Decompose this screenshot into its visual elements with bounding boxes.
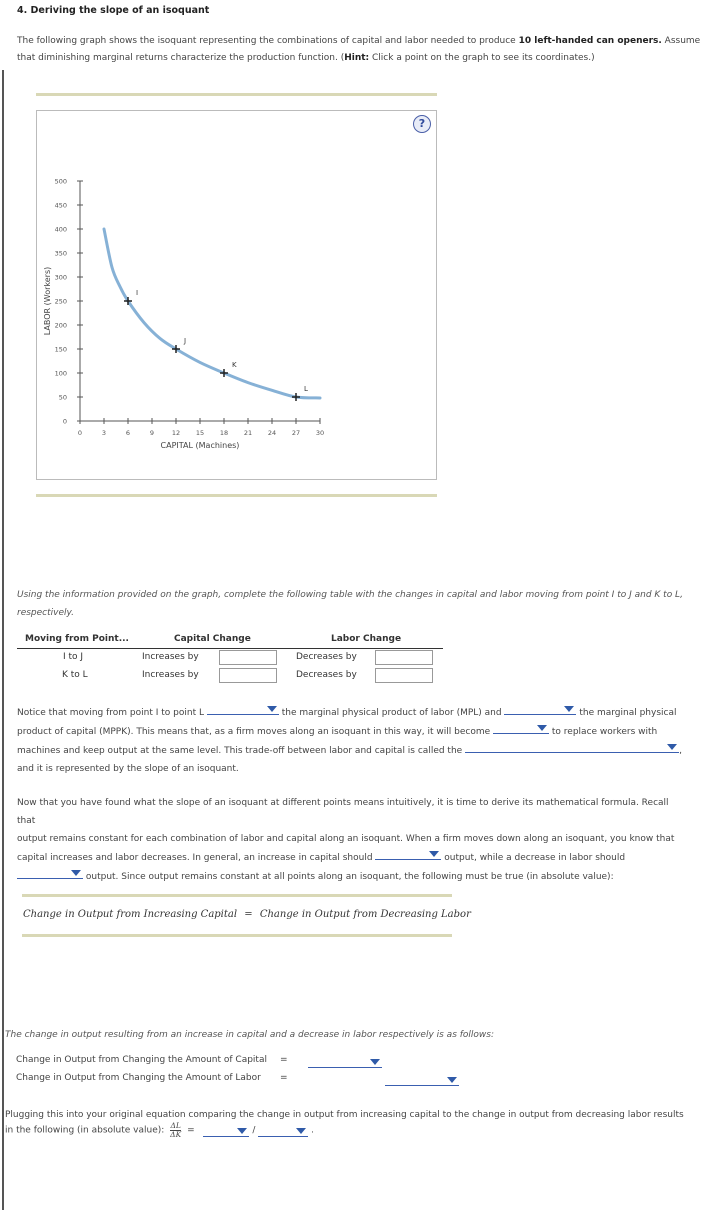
y-tick-label: 400: [54, 225, 67, 234]
x-tick-label: 6: [125, 429, 131, 437]
y-tick-label: 300: [54, 273, 67, 282]
x-tick-label: 3: [101, 429, 107, 437]
header-labor: Labor Change: [331, 634, 402, 644]
para2-line: [17, 867, 687, 886]
para2-text: output remains constant for each combination of labor and capital along an isoquant. When a firm moves down along an isoquant, you know that: [17, 834, 675, 844]
x-tick-label: 9: [149, 429, 155, 437]
labor-output-label: Change in Output from Changing the Amount of Labor: [16, 1073, 261, 1083]
y-tick-label: 50: [58, 393, 67, 402]
y-tick-label: 350: [54, 249, 67, 258]
graph-bottom-rule: [36, 494, 437, 497]
para2-text: Now that you have found what the slope of an isoquant at different points means intuitively, it is time to derive its mathematical formula. Recall that: [17, 798, 669, 826]
row-labor-dir: Decreases by: [296, 670, 357, 680]
labor-change-input-ij[interactable]: [375, 650, 433, 665]
para2-text: output. Since output remains constant at all points along an isoquant, the following must be true (in absolute value):: [85, 872, 614, 882]
y-axis-title: LABOR (Workers): [43, 266, 52, 336]
equals-sign: =: [280, 1055, 288, 1065]
x-tick-label: 15: [195, 429, 205, 437]
y-tick-label: 500: [54, 177, 67, 186]
hint-text: Click a point on the graph to see its coordinates.): [369, 53, 595, 63]
final-period: .: [311, 1125, 315, 1136]
equation-right: Change in Output from Decreasing Labor: [259, 909, 471, 920]
para2-text: output, while a decrease in labor should: [444, 853, 626, 863]
y-tick-label: 150: [54, 345, 67, 354]
question-intro: [17, 33, 707, 67]
capital-output-dropdown[interactable]: [375, 848, 441, 860]
x-tick-label: 18: [219, 429, 229, 437]
table-header: [17, 632, 443, 649]
point-label: I: [136, 289, 139, 297]
isoquant-chart[interactable]: [36, 160, 437, 460]
x-tick-label: 27: [291, 429, 301, 437]
point-label: J: [184, 337, 187, 345]
point-label: L: [304, 385, 308, 393]
para1-text: machines and keep output at the same level. This trade-off between labor and capital is called the: [17, 746, 463, 756]
y-tick-label: 0: [62, 417, 67, 426]
y-tick-label: 100: [54, 369, 67, 378]
y-tick-label: 450: [54, 201, 67, 210]
labor-output-formula-dropdown[interactable]: [385, 1074, 459, 1086]
para1-line: [17, 722, 687, 741]
derivation-paragraph: [17, 794, 687, 886]
row-capital-dir: Increases by: [142, 670, 199, 680]
row-capital-dir: Increases by: [142, 652, 199, 662]
hint-label: Hint:: [344, 53, 370, 63]
x-tick-label: 24: [267, 429, 277, 437]
denominator-dropdown[interactable]: [258, 1125, 308, 1137]
intro-bold: 10 left-handed can openers.: [518, 36, 662, 46]
row-move: K to L: [62, 670, 88, 680]
fraction-denominator: ΔK: [170, 1130, 182, 1139]
header-capital: Capital Change: [174, 634, 251, 644]
para2-line: [17, 848, 687, 867]
para2-line: [17, 830, 687, 848]
para2-line: [17, 794, 687, 830]
table-row: [17, 649, 443, 667]
final-equation-line: [5, 1122, 314, 1139]
equals-sign: =: [280, 1073, 288, 1083]
row-move: I to J: [63, 652, 84, 662]
para1-line: [17, 741, 687, 760]
table-row: [17, 667, 443, 685]
x-tick-label: 21: [243, 429, 253, 437]
equation-top-rule: [22, 894, 452, 897]
para1-text: ,: [679, 746, 682, 756]
y-tick-label: 250: [54, 297, 67, 306]
labor-output-dropdown[interactable]: [17, 867, 83, 879]
trade-off-dropdown[interactable]: [465, 741, 679, 753]
slope-fraction: [170, 1122, 181, 1139]
table-instructions: Using the information provided on the graph, complete the following table with the changes in capital and labor moving from point I to J and K to L, respectively.: [17, 590, 683, 618]
fraction-numerator: ΔL: [170, 1121, 181, 1130]
output-change-intro: The change in output resulting from an increase in capital and a decrease in labor respectively is as follows:: [5, 1030, 495, 1040]
change-table: [17, 632, 443, 685]
mppk-change-dropdown[interactable]: [504, 703, 576, 715]
row-labor-dir: Decreases by: [296, 652, 357, 662]
labor-change-input-kl[interactable]: [375, 668, 433, 683]
x-tick-label: 12: [171, 429, 181, 437]
x-tick-label: 0: [77, 429, 83, 437]
numerator-dropdown[interactable]: [203, 1125, 249, 1137]
isoquant-curve: [104, 229, 320, 398]
para1-text: to replace workers with: [551, 727, 658, 737]
graph-top-rule: [36, 93, 437, 96]
para1-line: [17, 703, 687, 722]
para1-text: the marginal physical product of labor (MPL) and: [281, 708, 502, 718]
capital-output-label: Change in Output from Changing the Amount of Capital: [16, 1055, 267, 1065]
final-text: in the following (in absolute value):: [5, 1125, 165, 1136]
equation-op: =: [244, 909, 253, 920]
header-moving: Moving from Point...: [25, 634, 129, 644]
mpl-paragraph: [17, 703, 687, 778]
equation-left: Change in Output from Increasing Capital: [23, 909, 238, 920]
output-equation: [23, 909, 471, 920]
x-axis-title: CAPITAL (Machines): [160, 441, 240, 450]
equation-bottom-rule: [22, 934, 452, 937]
point-label: K: [232, 361, 237, 369]
help-icon[interactable]: ?: [413, 115, 431, 133]
para1-text: product of capital (MPPK). This means that, as a firm moves along an isoquant in this way, it will become: [17, 727, 491, 737]
capital-change-input-ij[interactable]: [219, 650, 277, 665]
left-border: [2, 70, 4, 1210]
para1-text: and it is represented by the slope of an isoquant.: [17, 764, 239, 774]
para1-text: the marginal physical: [579, 708, 677, 718]
intro-text-2: Assume that diminishing marginal returns characterize the production function. (: [17, 36, 701, 63]
para2-text: capital increases and labor decreases. In general, an increase in capital should: [17, 853, 373, 863]
capital-output-formula-dropdown[interactable]: [308, 1056, 382, 1068]
y-tick-label: 200: [54, 321, 67, 330]
mpl-change-dropdown[interactable]: [207, 703, 279, 715]
x-tick-label: 30: [315, 429, 325, 437]
para1-line: [17, 760, 687, 778]
capital-change-input-kl[interactable]: [219, 668, 277, 683]
para1-text: Notice that moving from point I to point L: [17, 708, 204, 718]
intro-text: The following graph shows the isoquant representing the combinations of capital and labor needed to produce: [17, 36, 519, 46]
ease-dropdown[interactable]: [493, 722, 549, 734]
final-text: Plugging this into your original equation comparing the change in output from increasing capital to the change in output from decreasing labor results: [5, 1110, 684, 1120]
final-slash: /: [252, 1125, 256, 1136]
final-equals: =: [187, 1125, 195, 1136]
question-title: 4. Deriving the slope of an isoquant: [17, 5, 210, 16]
